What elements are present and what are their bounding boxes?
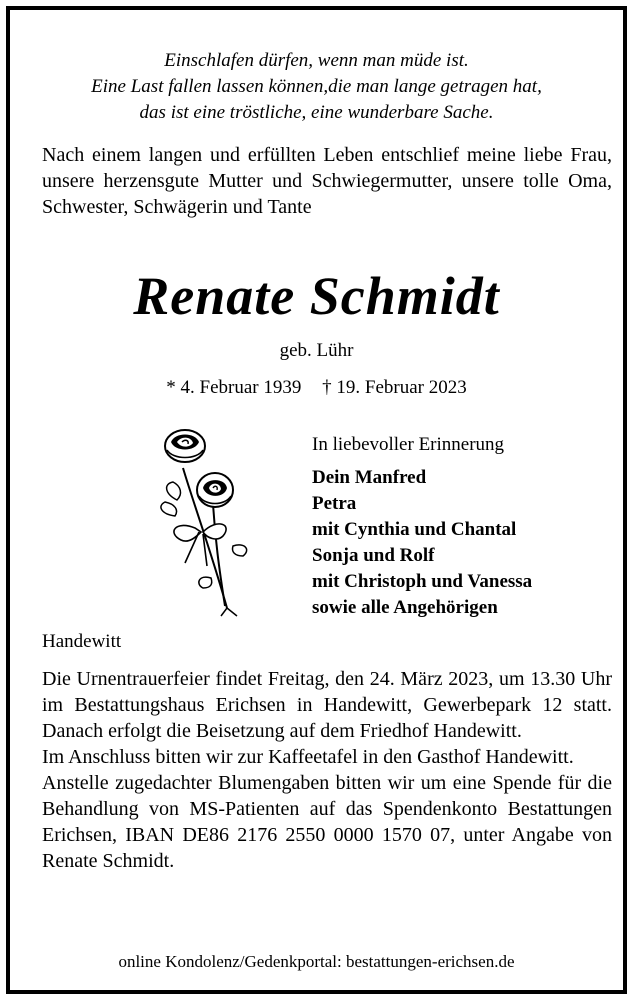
poem-line: Eine Last fallen lassen können,die man lange getragen hat, (91, 76, 542, 97)
rose-icon (155, 428, 255, 618)
mourners-list (312, 465, 532, 621)
mourner-line: sowie alle Angehörigen (312, 597, 498, 618)
details-paragraph: Die Urnentrauerfeier findet Freitag, den 24. März 2023, um 13.30 Uhr im Bestattungshaus Erichsen in Handewitt, Gewerbepark 12 statt. Danach erfolgt die Beisetzung auf dem Friedhof Handewitt. (42, 668, 612, 742)
mourner-line: Sonja und Rolf (312, 545, 435, 566)
funeral-details (42, 666, 612, 874)
place-name: Handewitt (42, 631, 122, 652)
mourner-line: mit Cynthia und Chantal (312, 519, 517, 540)
mourner-line: Petra (312, 493, 357, 514)
deceased-name: Renate Schmidt (133, 266, 500, 326)
mourner-line: mit Christoph und Vanessa (312, 571, 533, 592)
details-paragraph: Anstelle zugedachter Blumengaben bitten wir um eine Spende für die Behandlung von MS-Patienten auf das Spendenkonto Bestattungen Erichsen, IBAN DE86 2176 2550 0000 1570 07, unter Angabe von Renate Schmidt. (42, 772, 612, 872)
obituary-frame (6, 6, 627, 994)
mourner-line: Dein Manfred (312, 467, 427, 488)
poem-line: Einschlafen dürfen, wenn man müde ist. (164, 50, 469, 71)
birth-date: * 4. Februar 1939 (166, 377, 302, 398)
condolence-portal-footer: online Kondolenz/Gedenkportal: bestattungen-erichsen.de (118, 952, 515, 971)
details-paragraph: Im Anschluss bitten wir zur Kaffeetafel in den Gasthof Handewitt. (42, 746, 574, 768)
poem (10, 48, 623, 126)
memory-intro: In liebevoller Erinnerung (312, 434, 505, 455)
death-date: † 19. Februar 2023 (322, 377, 467, 398)
birth-name: geb. Lühr (279, 340, 354, 361)
intro-text: Nach einem langen und erfüllten Leben entschlief meine liebe Frau, unsere herzensgute Mutter und Schwiegermutter, unsere tolle Oma, Schwester, Schwägerin und Tante (42, 144, 612, 218)
poem-line: das ist eine tröstliche, eine wunderbare Sache. (139, 102, 494, 123)
life-dates (10, 376, 623, 400)
